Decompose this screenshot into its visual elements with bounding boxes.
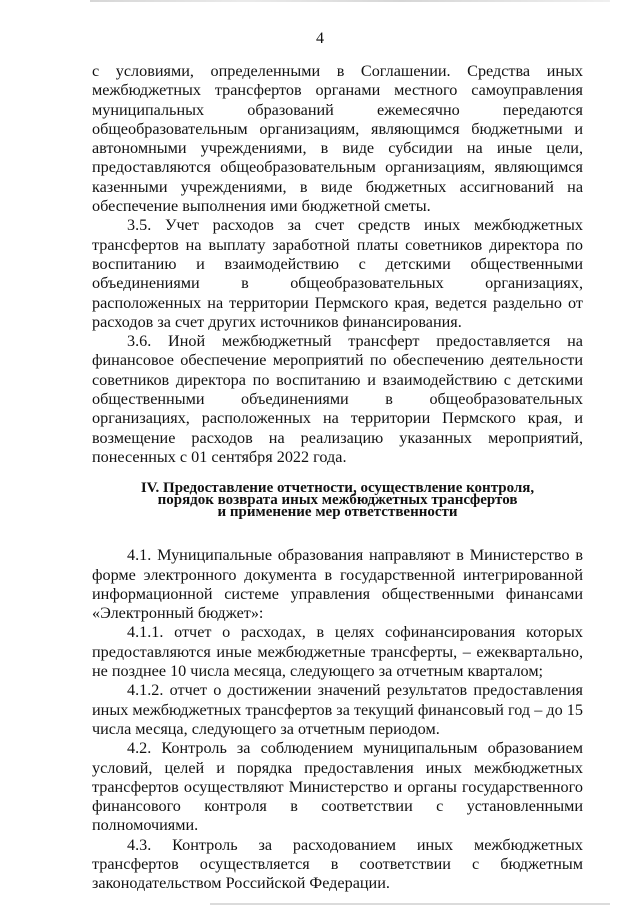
paragraph-continuation: с условиями, определенными в Соглашении. Средства иных межбюджетных трансфертов органами местного самоуправления муниципальных образований ежемесячно передаются общеобразовательным организациям, являющимся бюджетными и автономными учреждениями, в виде субсидии на иные цели, предоставляются общеобразовательным организациям, являющимся казенными учреждениями, в виде бюджетных ассигнований на обеспечение выполнения ими бюджетной сметы.: [92, 62, 583, 216]
section-heading-line: порядок возврата иных межбюджетных трансфертов: [157, 492, 518, 509]
scan-edge-top: [90, 0, 610, 2]
paragraph-3-6: 3.6. Иной межбюджетный трансферт предоставляется на финансовое обеспечение мероприятий по обеспечению деятельности советников директора по воспитанию и взаимодействию с детскими общественными объединениями в общеобразовательных организациях, расположенных на территории Пермского края, и возмещение расходов на реализацию указанных мероприятий, понесенных с 01 сентября 2022 года.: [92, 332, 583, 466]
section-heading: [92, 480, 583, 521]
paragraph-4-1-1: 4.1.1. отчет о расходах, в целях софинансирования которых предоставляются иные межбюджетные трансферты, – ежеквартально, не позднее 10 числа месяца, следующего за отчетным кварталом;: [92, 623, 583, 681]
paragraph-4-1: 4.1. Муниципальные образования направляют в Министерство в форме электронного документа в государственной интегрированной информационной системе управления общественными финансами «Электронный бюджет»:: [92, 546, 583, 623]
paragraph-3-5: 3.5. Учет расходов за счет средств иных межбюджетных трансфертов на выплату заработной платы советников директора по воспитанию и взаимодействию с детскими общественными объединениями в общеобразовательных организациях, расположенных на территории Пермского края, ведется раздельно от расходов за счет других источников финансирования.: [92, 216, 583, 331]
section-heading-line: IV. Предоставление отчетности, осуществление контроля,: [140, 480, 535, 497]
paragraph-4-2: 4.2. Контроль за соблюдением муниципальным образованием условий, целей и порядка предоставления иных межбюджетных трансфертов осуществляют Министерство и органы государственного финансового контроля в соответствии с установленными полномочиями.: [92, 739, 583, 835]
paragraph-4-3: 4.3. Контроль за расходованием иных межбюджетных трансфертов осуществляется в соответствии с бюджетным законодательством Российской Федерации.: [92, 835, 583, 893]
page-number: 4: [316, 30, 324, 47]
section-heading-line: и применение мер ответственности: [217, 504, 458, 521]
document-body: [92, 62, 583, 894]
paragraph-4-1-2: 4.1.2. отчет о достижении значений результатов предоставления иных межбюджетных трансфертов за текущий финансовый год – до 15 числа месяца, следующего за отчетным периодом.: [92, 681, 583, 738]
